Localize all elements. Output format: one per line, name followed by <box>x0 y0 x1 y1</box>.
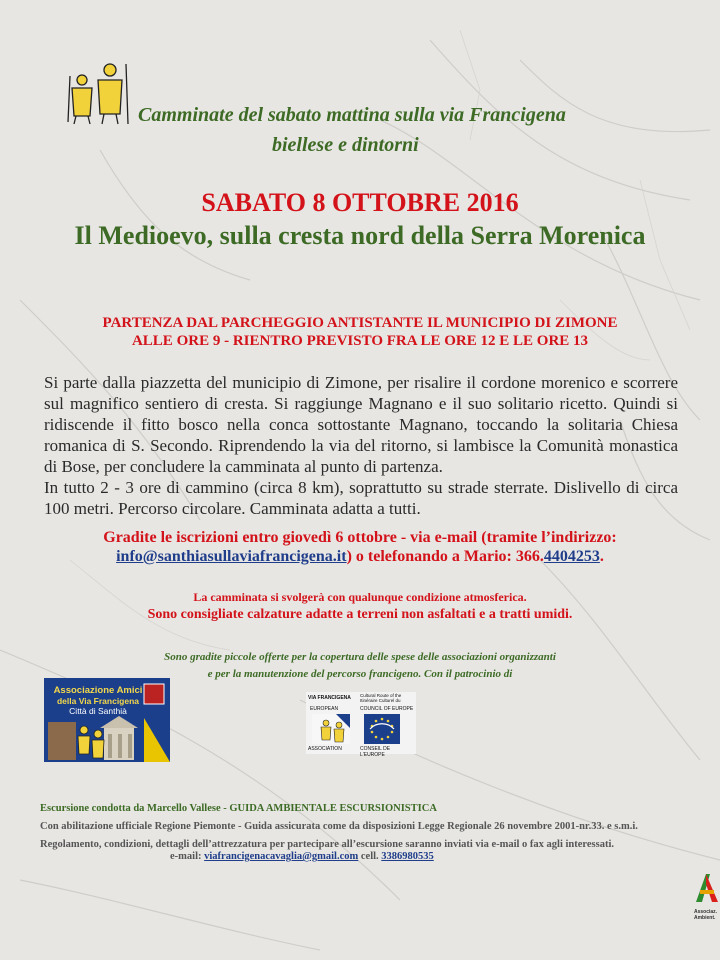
offers-line-1: Sono gradite piccole offerte per la copertura delle spese delle associazioni organizzanti <box>164 651 556 663</box>
association-logo <box>44 678 170 762</box>
footer-cell-link[interactable]: 3386980535 <box>381 851 434 862</box>
vf-route-label: Cultural Route of the Itinéraire Culturel du <box>360 693 402 703</box>
aae-logo-icon <box>694 872 720 904</box>
eu-stars-icon <box>364 714 400 744</box>
vf-pilgrim-icon <box>312 714 350 744</box>
association-logo-line-2: della Via Francigena <box>56 696 140 706</box>
offers-line-2: e per la manutenzione del percorso francigeno. Con il patrocinio di <box>207 668 513 680</box>
coe-fr-label: CONSEIL DE L'EUROPE <box>360 746 391 758</box>
departure-line-1: PARTENZA DAL PARCHEGGIO ANTISTANTE IL MUNICIPIO DI ZIMONE <box>102 315 618 331</box>
registration-line-1: Gradite le iscrizioni entro giovedì 6 ottobre - via e-mail (tramite l’indirizzo: <box>103 529 617 546</box>
weather-note: La camminata si svolgerà con qualunque condizione atmosferica. <box>193 590 527 604</box>
offers-note <box>100 649 620 683</box>
vf-association-label: ASSOCIATION <box>308 746 342 752</box>
description-paragraph-1: Si parte dalla piazzetta del municipio di Zimone, per risalire il cordone morenico e scorrere sul magnifico sentiero di cresta. Si raggiunge Magnano e il suo solitario ricetto. Quindi si ridiscende il fitto bosco nella conca sottostante Magnano, toccando la solitaria Chiesa romanica di S. Secondo. Riprendendo la via del ritorno, si lambisce la Comunità monastica di Bose, per concludere la camminata al punto di partenza. <box>44 373 678 476</box>
registration-line-2 <box>30 547 690 566</box>
description-paragraph-2: In tutto 2 - 3 ore di cammino (circa 8 km), soprattutto su strade sterrate. Dislivello di circa 100 metri. Percorso circolare. Camminata adatta a tutti. <box>44 478 678 518</box>
coe-label: COUNCIL OF EUROPE <box>360 706 414 712</box>
footer-email-link[interactable]: viafrancigenacavaglia@gmail.com <box>204 851 359 862</box>
registration-info <box>30 528 690 566</box>
footwear-note: Sono consigliate calzature adatte a terreni non asfaltati e a tratti umidi. <box>147 607 573 622</box>
footer-contact <box>170 851 434 862</box>
footer-email-label: e-mail: <box>170 851 205 862</box>
footer <box>40 800 700 854</box>
pilgrims-icon <box>64 58 136 128</box>
vf-label: VIA FRANCIGENA <box>308 695 351 701</box>
event-date: SABATO 8 OTTOBRE 2016 <box>201 188 519 217</box>
association-logo-line-3: Città di Santhià <box>69 706 127 716</box>
departure-info <box>40 314 680 350</box>
footer-cell-label: cell. <box>358 851 382 862</box>
series-subtitle: biellese e dintorni <box>272 134 419 156</box>
registration-phone-text: ) o telefonando a Mario: 366. <box>346 548 544 565</box>
description <box>44 372 678 519</box>
registration-period: . <box>599 548 604 565</box>
event-title: Il Medioevo, sulla cresta nord della Serra Morenica <box>74 221 646 250</box>
series-title: Camminate del sabato mattina sulla via Francigena <box>138 104 566 126</box>
footer-license-line: Con abilitazione ufficiale Regione Piemonte - Guida assicurata come da disposizioni Legge Regionale 26 novembre 2001-nr.33. e s.m.i. <box>40 821 638 832</box>
association-logo-text <box>50 686 146 716</box>
footer-rules-line: Regolamento, condizioni, dettagli dell’attrezzatura per partecipare all’escursione saranno inviati via e-mail o fax agli interessati. <box>40 839 615 850</box>
vf-european-label: EUROPEAN <box>310 706 339 712</box>
registration-phone-link[interactable]: 4404253 <box>543 548 600 565</box>
association-logo-line-1: Associazione Amici <box>53 685 143 696</box>
council-of-europe-logo <box>306 692 416 758</box>
departure-line-2: ALLE ORE 9 - RIENTRO PREVISTO FRA LE ORE 12 E LE ORE 13 <box>131 333 589 349</box>
registration-email-link[interactable]: info@santhiasullaviafrancigena.it <box>116 548 347 565</box>
aae-logo <box>694 872 720 922</box>
footer-guide-line: Escursione condotta da Marcello Vallese - GUIDA AMBIENTALE ESCURSIONISTICA <box>40 803 437 814</box>
aae-logo-text: Associaz. Ambient. <box>694 909 718 921</box>
